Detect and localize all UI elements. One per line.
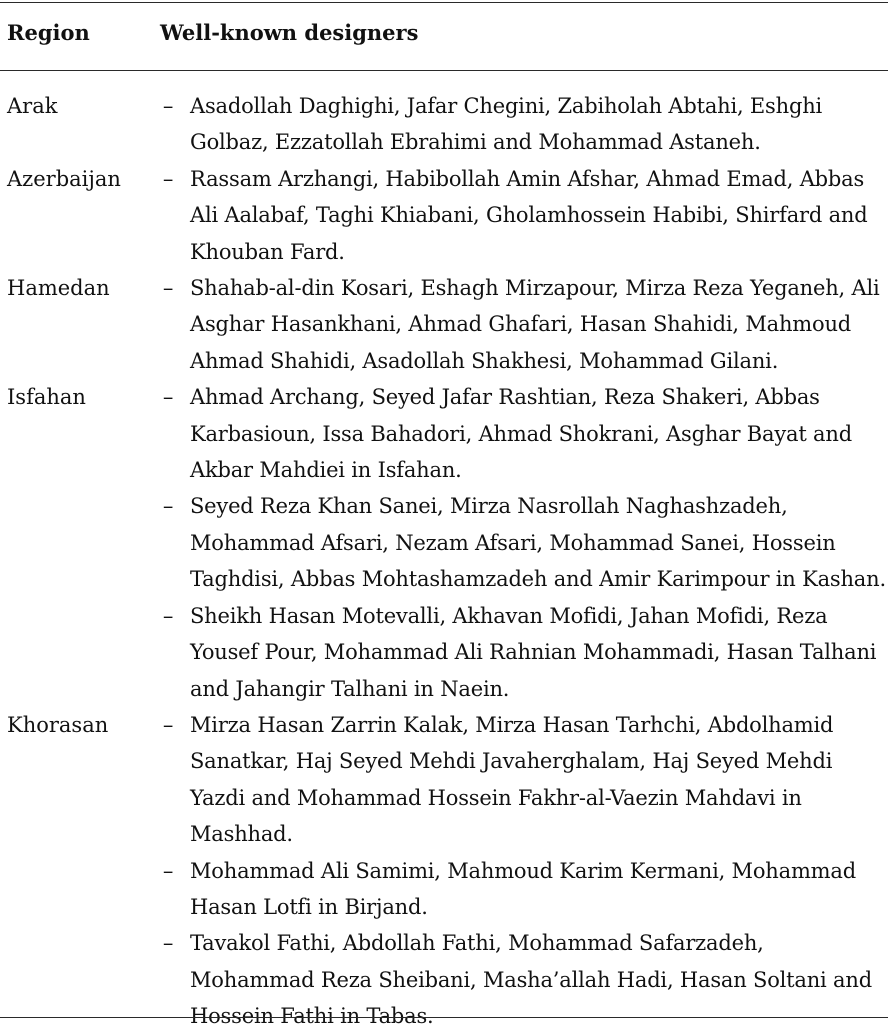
entry-dash: – — [162, 166, 174, 191]
table-body — [0, 88, 888, 1035]
designer-list: Ahmad Archang, Seyed Jafar Rashtian, Reza Shakeri, Abbas Karbasioun, Issa Bahadori, Ahmad Shokrani, Asghar Bayat and Akbar Mahdiei in Isfahan. — [190, 385, 852, 483]
entry-dash: – — [162, 276, 174, 301]
table-header-rule — [0, 70, 888, 71]
header-region: Region — [7, 20, 90, 45]
designer-list: Mirza Hasan Zarrin Kalak, Mirza Hasan Tarhchi, Abdolhamid Sanatkar, Haj Seyed Mehdi Javaherghalam, Haj Seyed Mehdi Yazdi and Mohammad Hossein Fakhr-al-Vaezin Mahdavi in Mashhad. — [190, 712, 834, 847]
designer-list: Sheikh Hasan Motevalli, Akhavan Mofidi, Jahan Mofidi, Reza Yousef Pour, Mohammad Ali Rahnian Mohammadi, Hasan Talhani and Jahangir Talhani in Naein. — [190, 603, 877, 701]
region-row-isfahan — [0, 379, 888, 707]
region-name: Isfahan — [7, 385, 86, 410]
entry-dash: – — [162, 494, 174, 519]
entry-dash: – — [162, 858, 174, 883]
region-name: Hamedan — [7, 276, 110, 301]
designer-entry — [162, 598, 888, 707]
designer-entry — [162, 161, 888, 270]
table-header-row — [0, 18, 888, 52]
table-top-rule — [0, 2, 888, 3]
designer-list: Rassam Arzhangi, Habibollah Amin Afshar, Ahmad Emad, Abbas Ali Aalabaf, Taghi Khiabani, Gholamhossein Habibi, Shirfard and Khouban Fard. — [190, 166, 868, 264]
designer-list: Shahab-al-din Kosari, Eshagh Mirzapour, Mirza Reza Yeganeh, Ali Asghar Hasankhani, Ahmad Ghafari, Hasan Shahidi, Mahmoud Ahmad Shahidi, Asadollah Shakhesi, Mohammad Gilani. — [190, 276, 880, 373]
designer-entry — [162, 488, 888, 597]
region-name: Azerbaijan — [7, 166, 121, 191]
entry-dash: – — [162, 712, 174, 737]
region-row-azerbaijan — [0, 161, 888, 270]
designer-entry — [162, 88, 888, 161]
designer-entry — [162, 379, 888, 488]
designer-list: Mohammad Ali Samimi, Mahmoud Karim Kermani, Mohammad Hasan Lotfi in Birjand. — [190, 858, 856, 919]
designer-entry — [162, 707, 888, 853]
designer-list: Tavakol Fathi, Abdollah Fathi, Mohammad Safarzadeh, Mohammad Reza Sheibani, Masha’allah Hadi, Hasan Soltani and Hossein Fathi in Tabas. — [190, 931, 872, 1029]
entry-dash: – — [162, 385, 174, 410]
designer-entry — [162, 853, 888, 926]
region-name: Khorasan — [7, 712, 109, 737]
region-row-khorasan — [0, 707, 888, 1035]
designer-entry — [162, 925, 888, 1034]
entry-dash: – — [162, 603, 174, 628]
region-row-hamedan — [0, 270, 888, 379]
designer-list: Seyed Reza Khan Sanei, Mirza Nasrollah Naghashzadeh, Mohammad Afsari, Nezam Afsari, Mohammad Sanei, Hossein Taghdisi, Abbas Mohtashamzadeh and Amir Karimpour in Kashan. — [190, 494, 886, 592]
region-row-arak — [0, 88, 888, 161]
table-bottom-rule — [0, 1017, 888, 1018]
header-designers: Well-known designers — [160, 20, 419, 45]
region-name: Arak — [7, 94, 58, 118]
entry-dash: – — [162, 931, 174, 956]
designer-list: Asadollah Daghighi, Jafar Chegini, Zabiholah Abtahi, Eshghi Golbaz, Ezzatollah Ebrahimi and Mohammad Astaneh. — [190, 94, 823, 155]
designer-entry — [162, 270, 888, 379]
entry-dash: – — [162, 94, 174, 118]
